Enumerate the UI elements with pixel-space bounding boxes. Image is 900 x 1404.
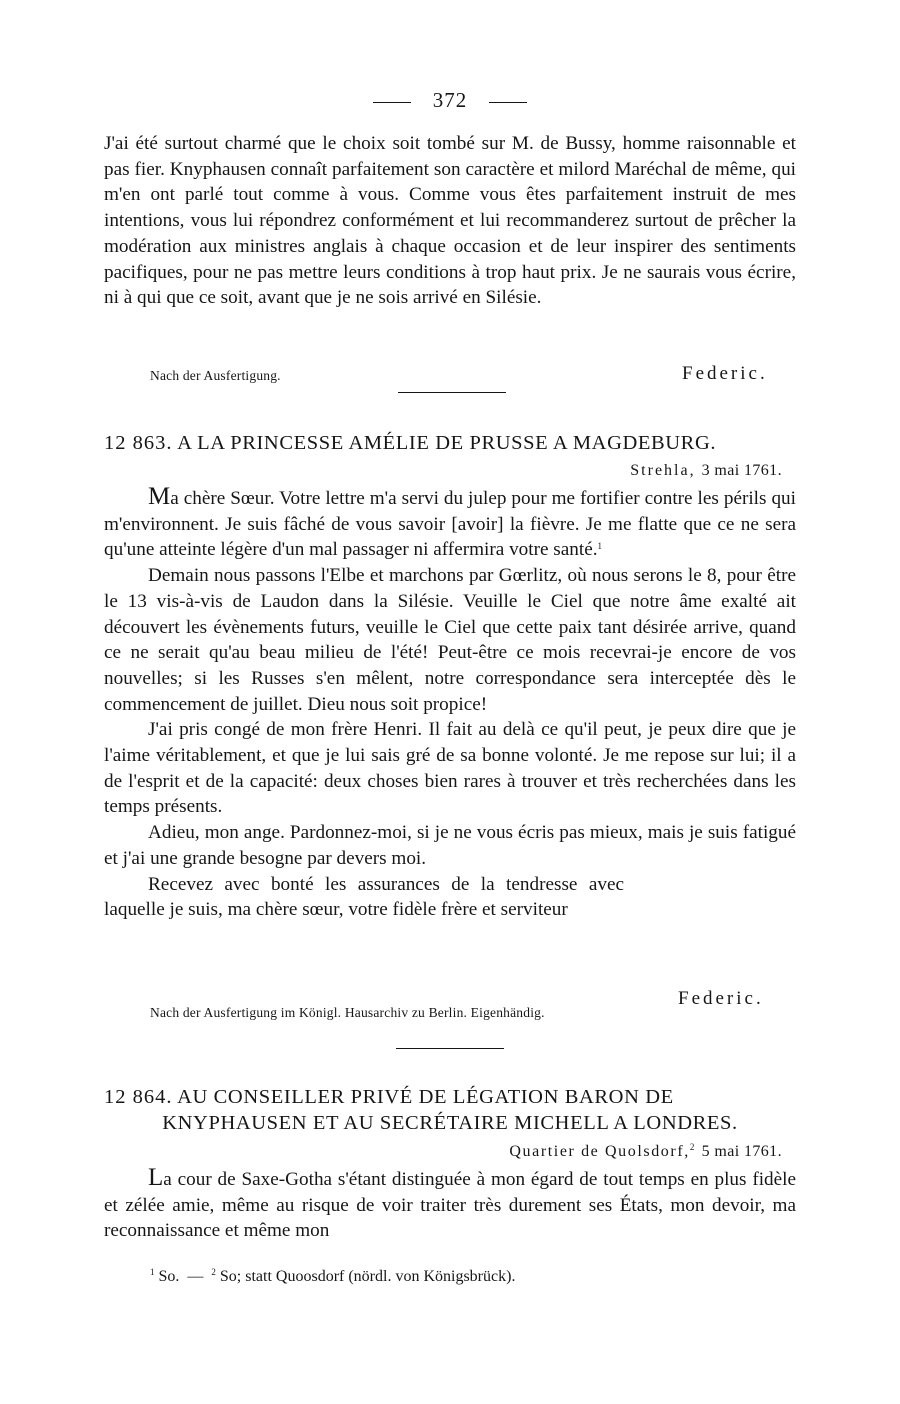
letter-12864-dateline xyxy=(509,1143,782,1161)
letter-title: A LA PRINCESSE AMÉLIE DE PRUSSE A MAGDEBURG. xyxy=(177,432,717,454)
letter-date: 3 mai 1761. xyxy=(701,462,782,479)
page-number-dash-right xyxy=(489,102,527,103)
letter-12863-heading xyxy=(104,430,796,456)
letter-paragraph: Demain nous passons l'Elbe et marchons par Gœrlitz, où nous serons le 8, pour être le 13 vis-à-vis de Laudon dans la Silésie. Veuille le Ciel que notre âme exalté ait découvert les évènements futurs, veuille le Ciel que cette paix tant désirée arrive, quand ce ne serait qu'au beau milieu de l'été! Peut-être ce mois recevrai-je encore de vos nouvelles; si les Russes s'en mêlent, notre correspondance sera interceptée dès le commencement de juillet. Dieu nous soit propice! xyxy=(104,565,796,715)
footnote-text: So; statt Quoosdorf (nördl. von Königsbrück). xyxy=(219,1268,516,1285)
letter-title: AU CONSEILLER PRIVÉ DE LÉGATION BARON DE xyxy=(177,1086,674,1108)
letter-12863-source: Nach der Ausfertigung im Königl. Hausarchiv zu Berlin. Eigenhändig. xyxy=(150,1005,545,1020)
letter-12864-body xyxy=(104,1165,796,1244)
letter-paragraph: Recevez avec bonté les assurances de la tendresse avec laquelle je suis, ma chère sœur, votre fidèle frère et serviteur xyxy=(104,873,624,921)
letter-paragraph xyxy=(104,1165,796,1244)
letter-paragraph xyxy=(104,484,796,563)
initial-letter: M xyxy=(148,483,171,510)
letter-12864-heading xyxy=(104,1084,796,1136)
letter-place: Strehla, xyxy=(630,462,696,479)
letter-place: Quartier de Quolsdorf, xyxy=(509,1143,690,1160)
initial-letter: L xyxy=(148,1164,164,1191)
footnote-text: So. xyxy=(158,1268,180,1285)
letter-paragraph: J'ai pris congé de mon frère Henri. Il fait au delà ce qu'il peut, je peux dire que je l'aime véritablement, et que je lui sais gré de sa bonne volonté. Je me repose sur lui; il a de l'esprit et de la capacité: deux choses bien rares à trouver et très recherchées dans les temps présents. xyxy=(104,719,796,818)
previous-letter-signature: Federic. xyxy=(682,363,768,384)
section-divider xyxy=(398,392,506,393)
letter-title-line: KNYPHAUSEN ET AU SECRÉTAIRE MICHELL A LONDRES. xyxy=(162,1112,738,1134)
letter-number: 12 864. xyxy=(104,1086,173,1108)
page-number-dash-left xyxy=(373,102,411,103)
paragraph-text: a chère Sœur. Votre lettre m'a servi du julep pour me fortifier contre les périls qui m'environnent. Je suis fâché de vous savoir [avoir] la fièvre. Je me flatte que ce ne sera qu'une atteinte légère d'un mal passager ni affermira votre santé. xyxy=(104,488,796,561)
letter-title-line xyxy=(104,1084,796,1110)
letter-12863-signature: Federic. xyxy=(678,988,764,1009)
previous-letter-paragraph: J'ai été surtout charmé que le choix soit tombé sur M. de Bussy, homme raisonnable et pas fier. Knyphausen connaît parfaitement son caractère et milord Maréchal de même, qui m'en ont parlé tout comme à vous. Comme vous êtes parfaitement instruit de mes intentions, vous lui répondrez conformément et lui recommanderez surtout de prêcher la modération aux ministres anglais à chaque occasion et de leur inspirer des sentiments pacifiques, pour ne pas mettre leurs conditions à trop haut prix. Je ne saurais vous écrire, ni à qui que ce soit, avant que je ne sois arrivé en Silésie. xyxy=(104,133,796,309)
page-number-header xyxy=(0,88,900,113)
footnote-reference: 2 xyxy=(689,1142,696,1152)
footnote-mark: 2 xyxy=(211,1267,216,1277)
section-divider xyxy=(396,1048,504,1049)
letter-date: 5 mai 1761. xyxy=(701,1143,782,1160)
letter-number: 12 863. xyxy=(104,432,173,454)
page-number: 372 xyxy=(432,88,468,112)
footnote-reference: 1 xyxy=(597,541,603,552)
footnotes xyxy=(150,1268,515,1286)
footnote-mark: 1 xyxy=(150,1267,155,1277)
previous-letter-body xyxy=(104,131,796,311)
letter-12863-dateline xyxy=(630,462,782,480)
paragraph-text: a cour de Saxe-Gotha s'étant distinguée à mon égard de tout temps en plus fidèle et zélée amie, même au risque de voir traiter très durement ses États, mon devoir, ma reconnaissance et même mon xyxy=(104,1169,796,1242)
previous-letter-source: Nach der Ausfertigung. xyxy=(150,368,281,383)
footnote-separator: — xyxy=(187,1268,204,1285)
letter-paragraph: Adieu, mon ange. Pardonnez-moi, si je ne vous écris pas mieux, mais je suis fatigué et j'ai une grande besogne par devers moi. xyxy=(104,822,796,869)
letter-12863-body xyxy=(104,484,796,923)
